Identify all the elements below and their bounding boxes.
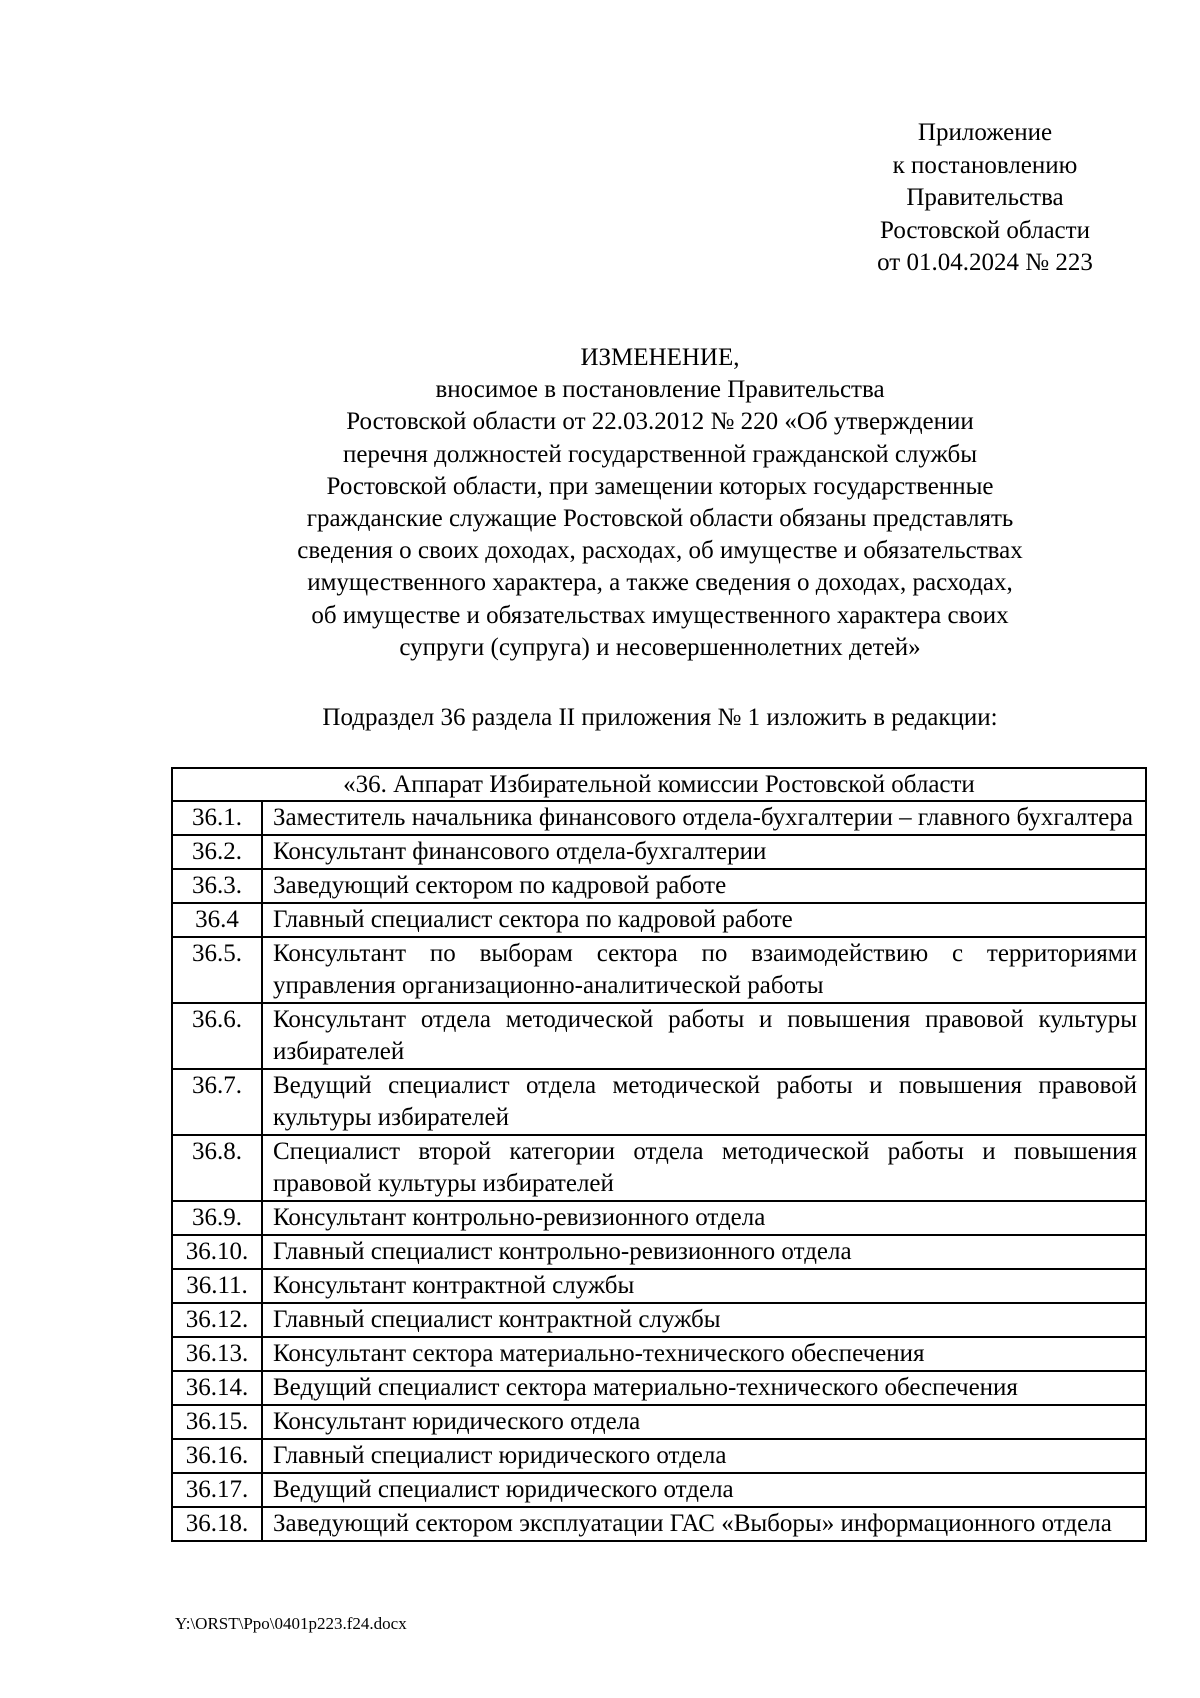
subtitle-line: имущественного характера, а также сведения о доходах, расходах, — [307, 569, 1013, 597]
table-row — [172, 1135, 1146, 1201]
subtitle-line: Ростовской области, при замещении которых государственные — [326, 472, 994, 500]
row-number: 36.15. — [172, 1405, 262, 1439]
table-header: «36. Аппарат Избирательной комиссии Ростовской области — [172, 768, 1146, 801]
subtitle-line: Ростовской области от 22.03.2012 № 220 «Об утверждении — [346, 408, 974, 436]
table-row — [172, 1439, 1146, 1473]
document-title-block — [220, 342, 1100, 664]
position-title: Консультант сектора материально-технического обеспечения — [262, 1337, 1146, 1371]
appendix-line: к постановлению — [892, 151, 1078, 179]
table-row — [172, 1003, 1146, 1069]
table-row — [172, 903, 1146, 937]
positions-table — [171, 767, 1147, 1542]
table-row — [172, 1337, 1146, 1371]
position-title: Специалист второй категории отдела методической работы и повышения правовой культуры избирателей — [262, 1135, 1146, 1201]
position-title: Консультант финансового отдела-бухгалтерии — [262, 835, 1146, 869]
appendix-line: Приложение — [917, 119, 1053, 146]
row-number: 36.13. — [172, 1337, 262, 1371]
row-number: 36.1. — [172, 801, 262, 835]
row-number: 36.16. — [172, 1439, 262, 1473]
table-row — [172, 1507, 1146, 1541]
subtitle-line: супруги (супруга) и несовершеннолетних детей» — [399, 633, 921, 661]
table-row — [172, 1473, 1146, 1507]
subtitle-line: сведения о своих доходах, расходах, об имуществе и обязательствах — [297, 537, 1023, 565]
position-title: Заведующий сектором эксплуатации ГАС «Выборы» информационного отдела — [262, 1507, 1146, 1541]
appendix-line: от 01.04.2024 № 223 — [877, 249, 1093, 276]
table-row — [172, 1303, 1146, 1337]
row-number: 36.3. — [172, 869, 262, 903]
table-row — [172, 1405, 1146, 1439]
row-number: 36.14. — [172, 1371, 262, 1405]
subtitle-line: перечня должностей государственной гражданской службы — [342, 440, 978, 468]
position-title: Консультант по выборам сектора по взаимодействию с территориями управления организационно-аналитической работы — [262, 937, 1146, 1003]
row-number: 36.7. — [172, 1069, 262, 1135]
row-number: 36.5. — [172, 937, 262, 1003]
row-number: 36.18. — [172, 1507, 262, 1541]
row-number: 36.2. — [172, 835, 262, 869]
position-title: Главный специалист контрактной службы — [262, 1303, 1146, 1337]
position-title: Ведущий специалист отдела методической работы и повышения правовой культуры избирателей — [262, 1069, 1146, 1135]
table-row — [172, 835, 1146, 869]
row-number: 36.11. — [172, 1269, 262, 1303]
file-path-footer: Y:\ORST\Ppo\0401p223.f24.docx — [175, 1614, 407, 1633]
appendix-block — [850, 117, 1120, 280]
row-number: 36.8. — [172, 1135, 262, 1201]
table-row — [172, 1069, 1146, 1135]
document-heading: ИЗМЕНЕНИЕ, — [580, 344, 740, 371]
subtitle-line: гражданские служащие Ростовской области обязаны представлять — [306, 505, 1014, 533]
position-title: Консультант юридического отдела — [262, 1405, 1146, 1439]
row-number: 36.10. — [172, 1235, 262, 1269]
appendix-line: Ростовской области — [880, 216, 1090, 244]
appendix-line: Правительства — [906, 184, 1064, 211]
position-title: Ведущий специалист юридического отдела — [262, 1473, 1146, 1507]
position-title: Консультант отдела методической работы и повышения правовой культуры избирателей — [262, 1003, 1146, 1069]
table-row — [172, 1371, 1146, 1405]
position-title: Консультант контрактной службы — [262, 1269, 1146, 1303]
position-title: Главный специалист контрольно-ревизионного отдела — [262, 1235, 1146, 1269]
row-number: 36.12. — [172, 1303, 262, 1337]
position-title: Заместитель начальника финансового отдела-бухгалтерии – главного бухгалтера — [262, 801, 1146, 835]
position-title: Главный специалист юридического отдела — [262, 1439, 1146, 1473]
table-body — [172, 801, 1146, 1541]
table-row — [172, 1235, 1146, 1269]
position-title: Заведующий сектором по кадровой работе — [262, 869, 1146, 903]
row-number: 36.6. — [172, 1003, 262, 1069]
position-title: Консультант контрольно-ревизионного отдела — [262, 1201, 1146, 1235]
table-row — [172, 869, 1146, 903]
row-number: 36.17. — [172, 1473, 262, 1507]
document-subtitle — [220, 374, 1100, 664]
subtitle-line: об имуществе и обязательствах имущественного характера своих — [311, 601, 1009, 629]
intro-paragraph: Подраздел 36 раздела II приложения № 1 изложить в редакции: — [322, 704, 998, 731]
position-title: Главный специалист сектора по кадровой работе — [262, 903, 1146, 937]
row-number: 36.4 — [172, 903, 262, 937]
table-header-row — [172, 768, 1146, 801]
table-row — [172, 1201, 1146, 1235]
position-title: Ведущий специалист сектора материально-технического обеспечения — [262, 1371, 1146, 1405]
table-row — [172, 937, 1146, 1003]
subtitle-line: вносимое в постановление Правительства — [435, 376, 885, 404]
table-row — [172, 1269, 1146, 1303]
row-number: 36.9. — [172, 1201, 262, 1235]
table-row — [172, 801, 1146, 835]
